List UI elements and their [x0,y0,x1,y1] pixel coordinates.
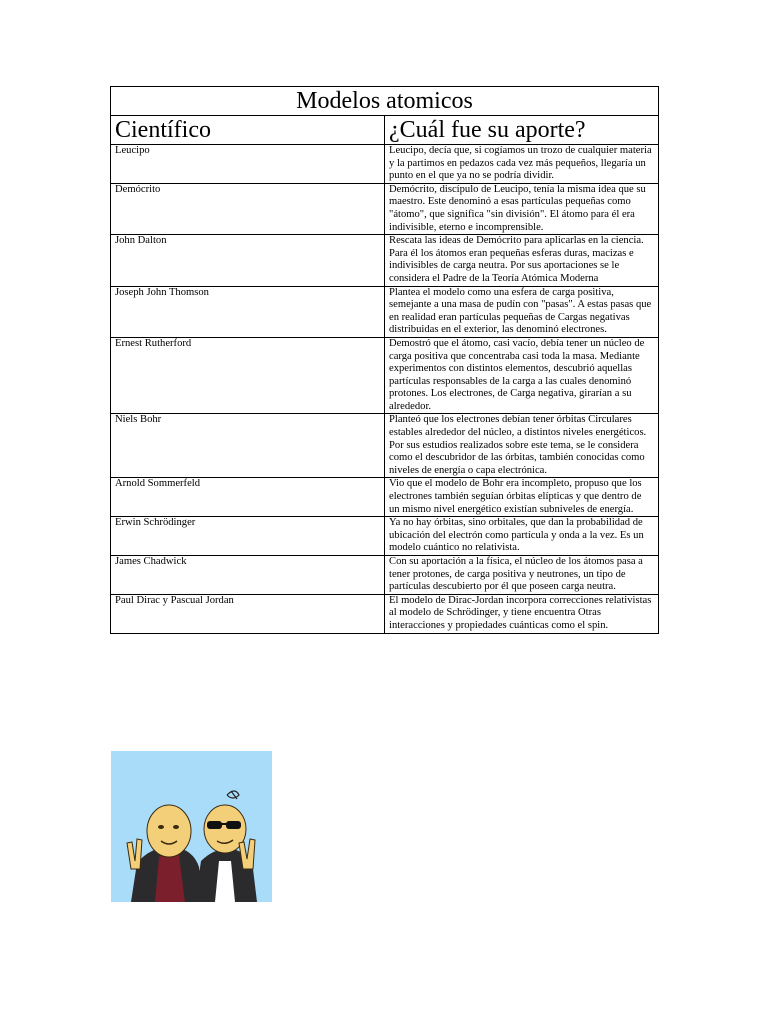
scientist-name: John Dalton [111,235,385,286]
scientist-contribution: Plantea el modelo como una esfera de carga positiva, semejante a una masa de pudín con "pasas". A estas pasas que en realidad eran partículas pequeñas de Cargas negativas distribuidas en el exterior, las denominó electrones. [385,286,659,337]
table-row [111,556,659,595]
column-header-scientist: Científico [111,116,385,145]
scientist-contribution: Planteó que los electrones debían tener órbitas Circulares estables alrededor del núcleo, a distintos niveles energéticos. Por sus estudios realizados sobre este tema, se le considera como el descubridor de las órbitas, también conocidas como niveles de energía o capa electrónica. [385,414,659,478]
scientist-name: Joseph John Thomson [111,286,385,337]
scientist-contribution: Demócrito, discípulo de Leucipo, tenía la misma idea que su maestro. Este denominó a esas partículas pequeñas como "átomo", que significa "sin división". El átomo para él era indivisible, eterno e incomprensible. [385,183,659,234]
table-row [111,414,659,478]
table-row [111,478,659,517]
scientist-name: Leucipo [111,145,385,184]
table-row [111,517,659,556]
table-row [111,183,659,234]
scientist-contribution: Con su aportación a la física, el núcleo de los átomos pasa a tener protones, de carga positiva y neutrones, un tipo de partículas descubierto por él que poseen carga neutra. [385,556,659,595]
scientist-contribution: Vio que el modelo de Bohr era incompleto, propuso que los electrones también seguían órbitas elípticas y que dentro de un mismo nivel energético existían subniveles de energía. [385,478,659,517]
scientist-name: James Chadwick [111,556,385,595]
scientist-name: Demócrito [111,183,385,234]
scientist-contribution: Rescata las ideas de Demócrito para aplicarlas en la ciencia. Para él los átomos eran pequeñas esferas duras, macizas e indivisibles de carga neutra. Por sus aportaciones se le considera el Padre de la Teoría Atómica Moderna [385,235,659,286]
table-row [111,235,659,286]
two-scientists-cartoon [111,751,272,902]
scientist-name: Niels Bohr [111,414,385,478]
header-row [111,116,659,145]
scientist-contribution: El modelo de Dirac-Jordan incorpora correcciones relativistas al modelo de Schrödinger, y tiene encuentra Otras interacciones y propiedades cuánticas como el spin. [385,594,659,633]
scientist-contribution: Demostró que el átomo, casi vacío, debía tener un núcleo de carga positiva que concentraba casi toda la masa. Mediante experimentos con distintos elementos, descubrió aquellas partículas responsables de la carga a las cuales denominó protones. Los electrones, de Carga negativa, girarían a su alrededor. [385,337,659,414]
scientist-name: Ernest Rutherford [111,337,385,414]
table-row [111,145,659,184]
table-row [111,286,659,337]
cartoon-illustration [111,751,272,902]
scientist-name: Paul Dirac y Pascual Jordan [111,594,385,633]
column-header-contribution: ¿Cuál fue su aporte? [385,116,659,145]
scientist-contribution: Ya no hay órbitas, sino orbitales, que dan la probabilidad de ubicación del electrón como partícula y onda a la vez. Es un modelo cuántico no relativista. [385,517,659,556]
table-title: Modelos atomicos [111,87,659,116]
table-row [111,337,659,414]
title-row [111,87,659,116]
scientist-contribution: Leucipo, decía que, si cogíamos un trozo de cualquier materia y la partimos en pedazos cada vez más pequeños, llegaría un punto en el que ya no se podría dividir. [385,145,659,184]
scientist-name: Erwin Schrödinger [111,517,385,556]
table-row [111,594,659,633]
scientist-name: Arnold Sommerfeld [111,478,385,517]
atomic-models-table [110,86,659,634]
